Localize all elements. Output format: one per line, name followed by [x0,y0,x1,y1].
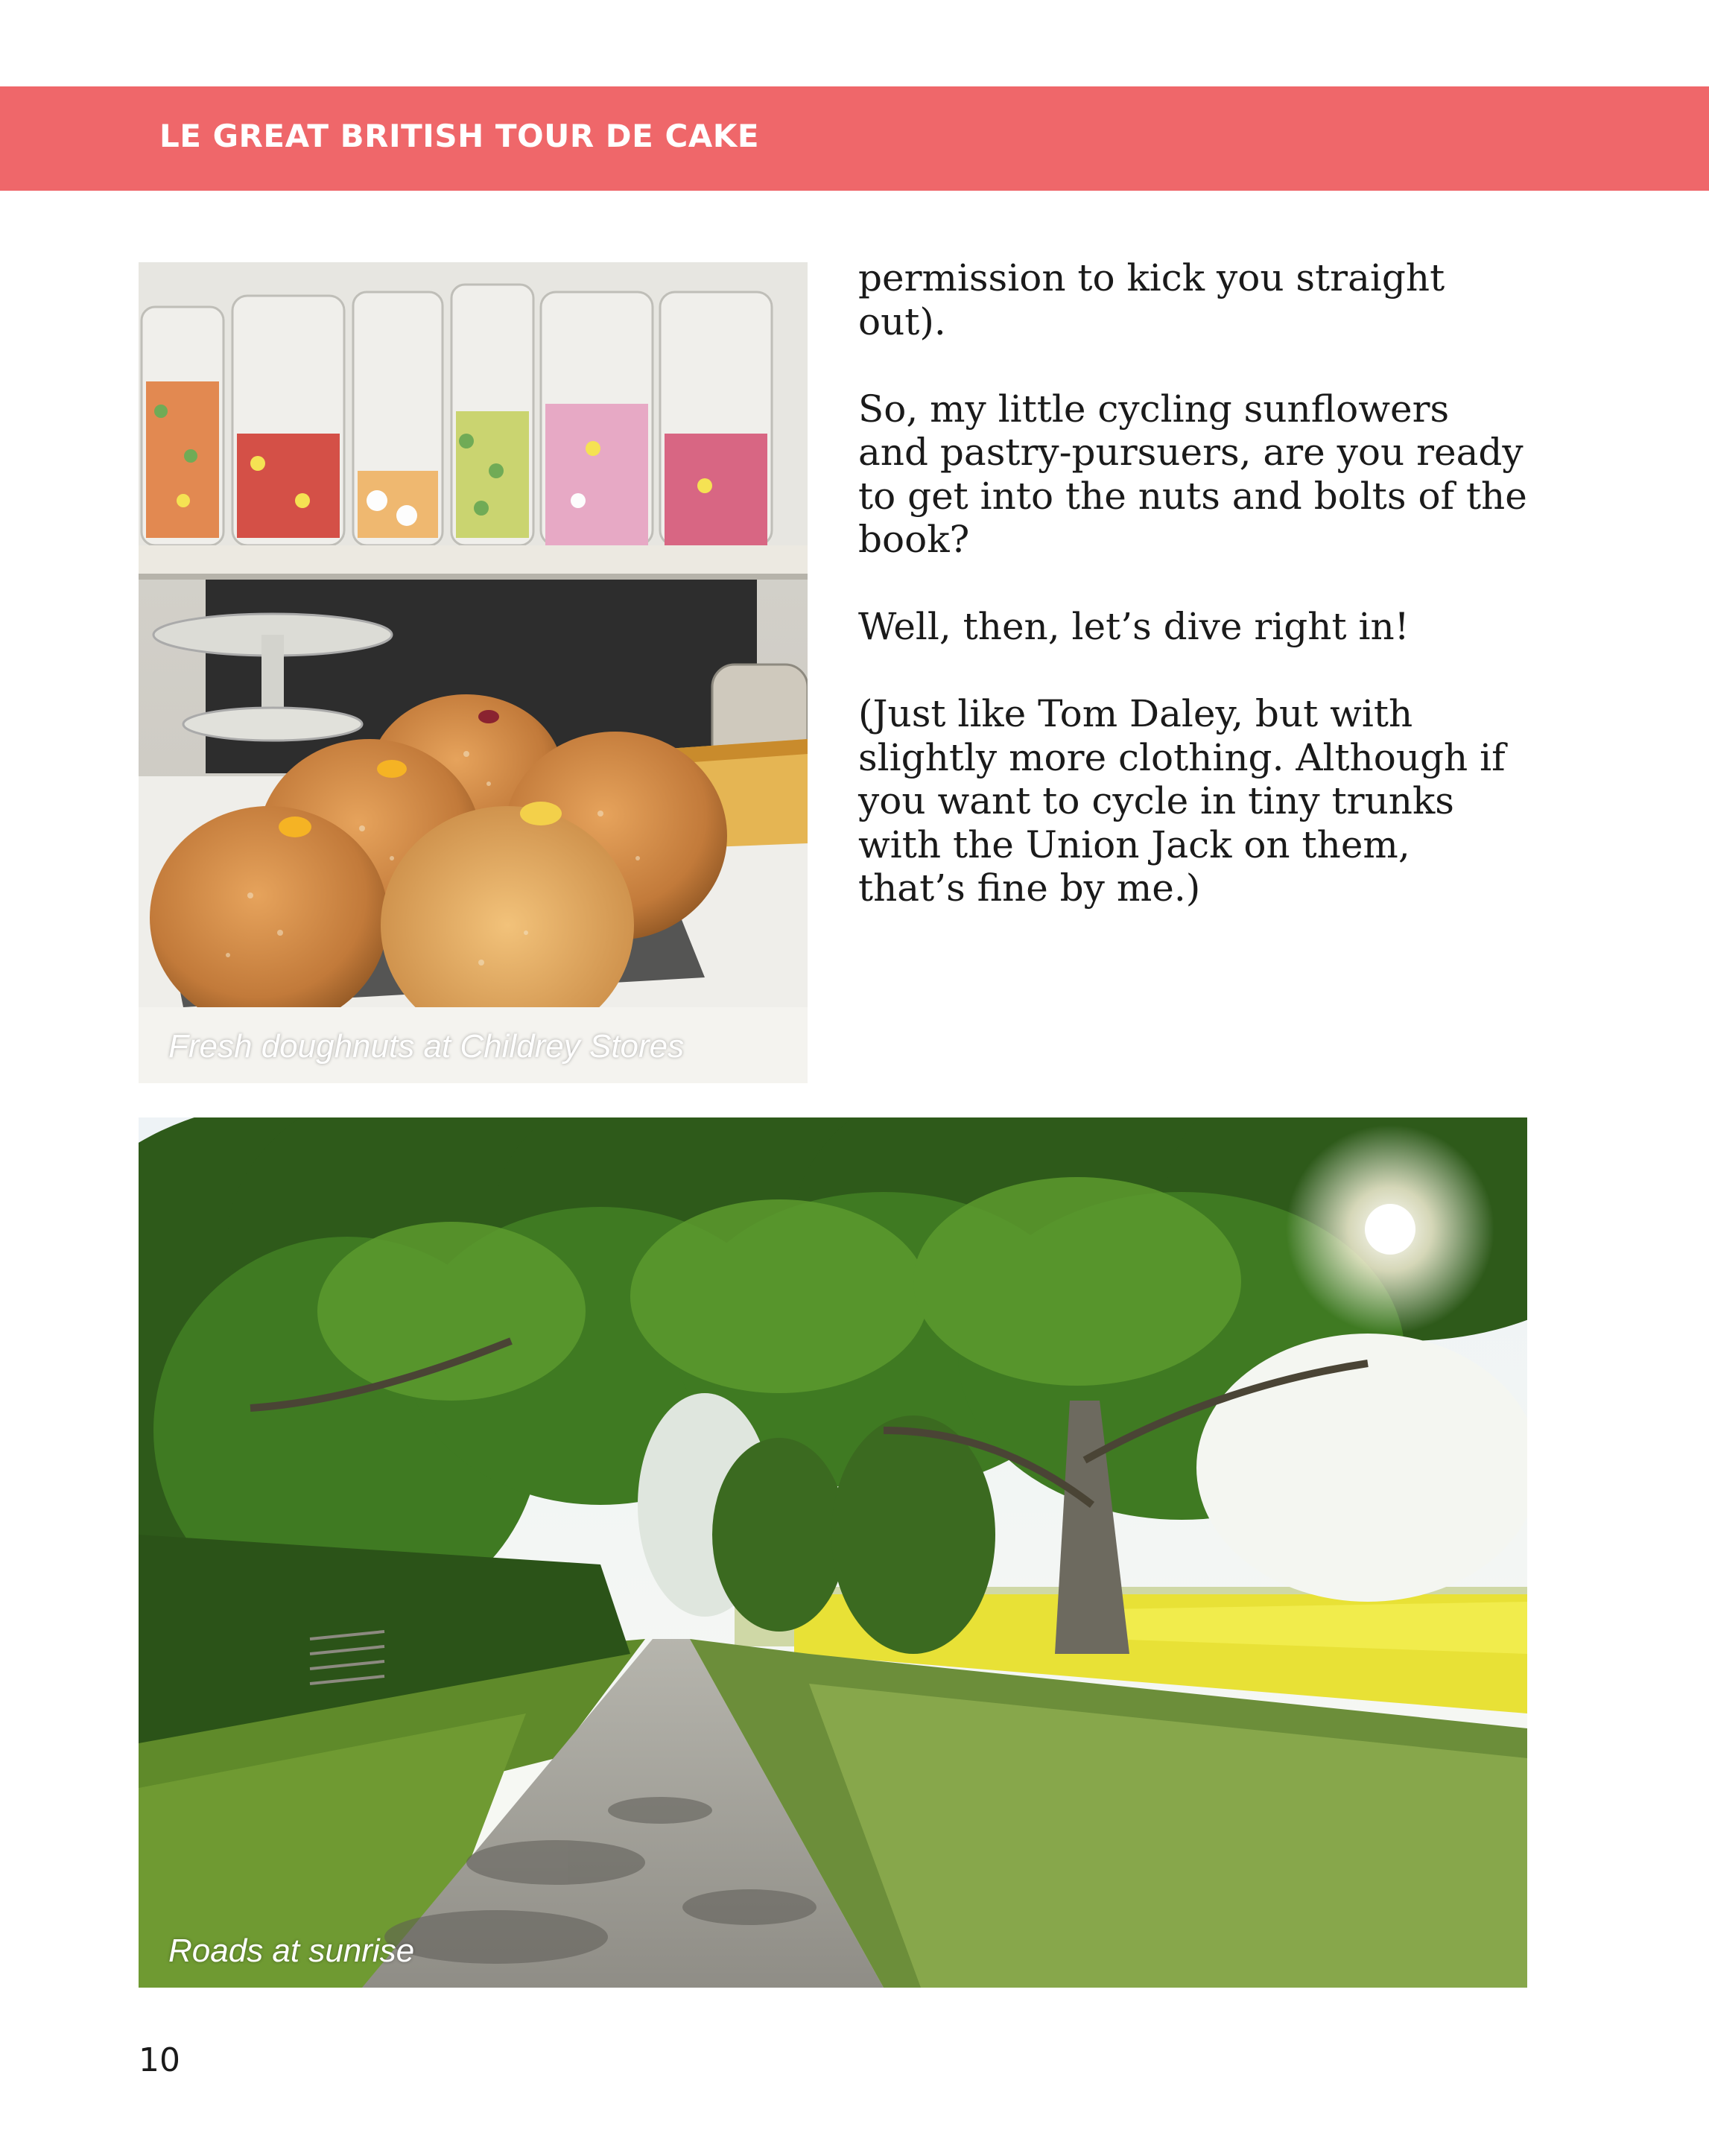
body-text [858,256,1529,954]
doughnuts-photo-caption: Fresh doughnuts at Childrey Stores [168,1028,685,1065]
doughnuts-photo [139,262,808,1083]
paragraph: permission to kick you straight out). [858,256,1445,343]
road-photo-caption: Roads at sunrise [168,1933,415,1969]
paragraph: Well, then, let’s dive right in! [858,605,1410,648]
road-photo [139,1117,1527,1988]
paragraph: (Just like Tom Daley, but with slightly more clothing. Although if you want to cycle in tiny trunks with the Union Jack on them, that’s fine by me.) [858,692,1506,910]
road-photo-illustration [139,1117,1527,1988]
paragraph: So, my little cycling sunflowers and pastry-pursuers, are you ready to get into the nuts and bolts of the book? [858,387,1527,561]
doughnuts-photo-illustration [139,262,808,1083]
page-number: 10 [139,2041,180,2079]
running-header-title: LE GREAT BRITISH TOUR DE CAKE [159,118,760,154]
